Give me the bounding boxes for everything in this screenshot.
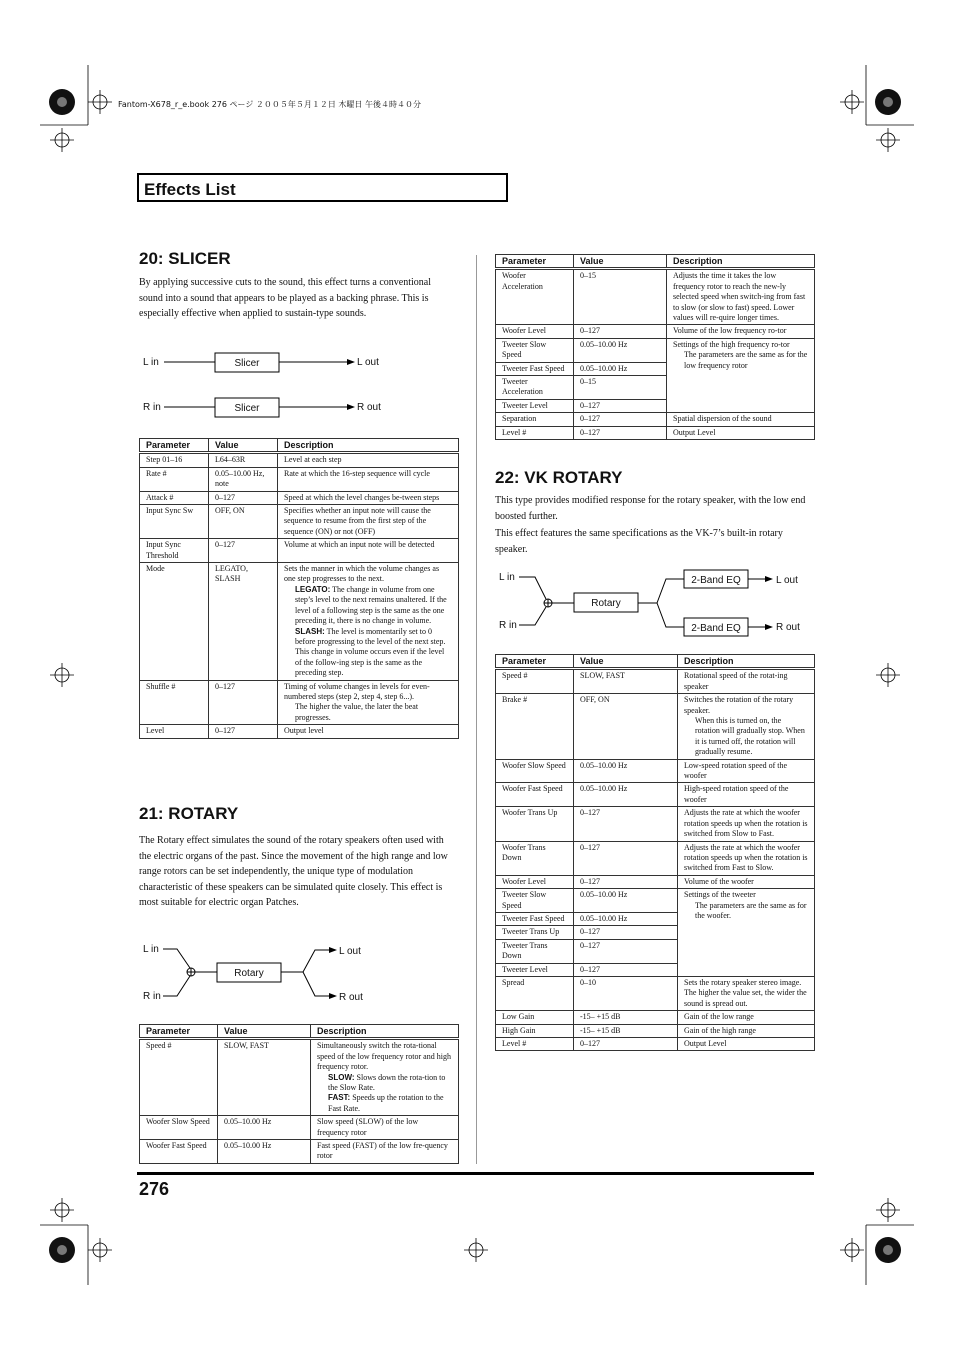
slicer-r-out: R out xyxy=(357,402,381,413)
rotary-r-in: R in xyxy=(143,991,161,1002)
table-row: Woofer Acceleration 0–15 Adjusts the time it takes the low frequency rotor to reach the new-ly selected speed when switch-ing from fast to slow (or slow to fast) speed. Lower values will re-quire longer times. xyxy=(496,269,815,325)
arrow-icon xyxy=(765,624,773,630)
vkrotary-diagram xyxy=(495,566,815,641)
svg-text:Rotary: Rotary xyxy=(591,598,621,609)
vkrotary-title: 22: VK ROTARY xyxy=(495,468,623,487)
table-row: Level # 0–127 Output Level xyxy=(496,426,815,439)
table-row: Tweeter Trans Down 0–127 xyxy=(496,939,815,963)
table-row: Tweeter Fast Speed 0.05–10.00 Hz xyxy=(496,362,815,375)
svg-text:Slicer: Slicer xyxy=(234,403,260,414)
table-row: Shuffle # 0–127 Timing of volume changes in levels for even-numbered steps (step 2, step 4, step 6...). The higher the value, the later the beat progresses. xyxy=(140,680,459,725)
rotary-r-out: R out xyxy=(339,992,363,1003)
table-row: Woofer Slow Speed 0.05–10.00 Hz Slow speed (SLOW) of the low frequency rotor xyxy=(140,1116,459,1140)
vkrotary-r-out: R out xyxy=(776,622,800,633)
arrow-icon xyxy=(765,576,773,582)
slicer-intro: By applying successive cuts to the sound, this effect turns a conventional sound into a sound that appears to be played as a backing phrase. This is especially effective when applied to sustain-type sounds. xyxy=(139,277,431,319)
table-row: Woofer Fast Speed 0.05–10.00 Hz Fast speed (FAST) of the low fre-quency rotor xyxy=(140,1140,459,1164)
svg-text:2-Band EQ: 2-Band EQ xyxy=(691,623,741,634)
table-row: Tweeter Level 0–127 xyxy=(496,399,815,412)
table-row: Separation 0–127 Spatial dispersion of the sound xyxy=(496,413,815,426)
table-row: Input Sync Sw OFF, ON Specifies whether an input note will cause the sequence to resume from the first step of the sequence (ON) or not (OFF) xyxy=(140,505,459,539)
table-row: Tweeter Acceleration 0–15 xyxy=(496,376,815,400)
rotary-intro: The Rotary effect simulates the sound of the rotary speakers often used with the electric organs of the past. Since the movement of the high range and low range rotors can be set independently, the unique type of modulation characteristic of these speakers can be simulated quite closely. This effect is most suitable for electric organ Patches. xyxy=(139,835,448,908)
footer-rule xyxy=(137,1172,814,1175)
rotary-title: 21: ROTARY xyxy=(139,804,239,823)
slicer-l-in: L in xyxy=(143,357,159,368)
table-row: Level # 0–127 Output Level xyxy=(496,1038,815,1051)
table-row: Tweeter Level 0–127 xyxy=(496,963,815,976)
table-row: Attack # 0–127 Speed at which the level changes be-tween steps xyxy=(140,491,459,504)
rotary-l-in: L in xyxy=(143,944,159,955)
vkrotary-r-in: R in xyxy=(499,620,517,631)
table-row: Level 0–127 Output level xyxy=(140,725,459,738)
page-number: 276 xyxy=(139,1179,170,1199)
table-row: Mode LEGATO, SLASH Sets the manner in which the volume changes as one step progresses to the next. LEGATO: The change in volume from one step’s level to the next remains unaltered. If the level of a following step is the same as the one preceding it, there is no change in volume. SLASH: The level is momentarily set to 0 before progressing to the level of the next step. This change in volume occurs even if the level of the follow-ing step is the same as the preceding step. xyxy=(140,563,459,680)
vkrotary-parameter-table: Parameter Value Description Speed # SLOW, FAST Rotational speed of the rotat-ing speaker Brake # OFF, ON Switches the rotation of the rotary speaker. When this is turned on, the rotation will gradually stop. When it is turned off, the rotation will gradually resume. Woofer Slow Speed 0.05–10.00 Hz Low-speed rotation speed of the woofer Woofer Fast Speed 0.05–10.00 Hz High-speed rotation speed of the woofer Woofer Trans Up 0–127 Adjusts the rate at which the woofer rotation speeds up when the rotation is switched from Slow to Fast. Woofer Trans Down 0–127 Adjusts the rate at which the woofer rotation speeds up when the rotation is switched from Fast to Slow. Woofer Level 0–127 Volume of the woofer Tweeter Slow Speed 0.05–10.00 Hz Settings of the tweeter The parameters are the same as for the woofer. Tweeter Fast Speed 0.05–10.00 Hz Tweeter Trans Up 0–127 Tweeter Trans Down 0–127 Tweeter Level 0–127 Spread 0–10 Sets the rotary speaker stereo image. The higher the value set, the wider the sound is spread out. Low Gain -15– +15 dB Gain of the low range High Gain -15– +15 dB Gain of the high range Level # 0–127 Output Level xyxy=(495,654,815,1051)
arrow-icon xyxy=(347,404,355,410)
vkrotary-l-in: L in xyxy=(499,572,515,583)
svg-text:Rotary: Rotary xyxy=(234,968,264,979)
table-row: Speed # SLOW, FAST Simultaneously switch the rota-tional speed of the low frequency rotor and high frequency rotor. SLOW: Slows down the rota-tion to the Slow Rate. FAST: Speeds up the rotation to the Fast Rate. xyxy=(140,1039,459,1116)
table-row: Tweeter Slow Speed 0.05–10.00 Hz Settings of the high frequency ro-tor The parameters are the same as for the low frequency rotor xyxy=(496,338,815,362)
table-row: Woofer Trans Down 0–127 Adjusts the rate at which the woofer rotation speeds up when the rotation is switched from Fast to Slow. xyxy=(496,841,815,875)
vkrotary-l-out: L out xyxy=(776,575,798,586)
table-row: Tweeter Trans Up 0–127 xyxy=(496,926,815,939)
chapter-title: Effects List xyxy=(144,180,236,199)
print-header: Fantom-X678_r_e.book 276 ページ ２００５年５月１２日 木曜日 午後４時４０分 xyxy=(118,100,421,109)
rotary-parameter-table: Parameter Value Description Speed # SLOW, FAST Simultaneously switch the rota-tional speed of the low frequency rotor and high frequency rotor. SLOW: Slows down the rota-tion to the Slow Rate. FAST: Speeds up the rotation to the Fast Rate. Woofer Slow Speed 0.05–10.00 Hz Slow speed (SLOW) of the low frequency rotor Woofer Fast Speed 0.05–10.00 Hz Fast speed (FAST) of the low fre-quency rotor xyxy=(139,1024,459,1164)
table-row: High Gain -15– +15 dB Gain of the high range xyxy=(496,1024,815,1037)
table-row: Woofer Trans Up 0–127 Adjusts the rate at which the woofer rotation speeds up when the rotation is switched from Slow to Fast. xyxy=(496,807,815,841)
table-row: Woofer Level 0–127 Volume of the woofer xyxy=(496,875,815,888)
slicer-title: 20: SLICER xyxy=(139,249,231,268)
table-row: Tweeter Slow Speed 0.05–10.00 Hz Settings of the tweeter The parameters are the same as for the woofer. xyxy=(496,889,815,913)
table-row: Woofer Level 0–127 Volume of the low frequency ro-tor xyxy=(496,325,815,338)
table-row: Low Gain -15– +15 dB Gain of the low range xyxy=(496,1011,815,1024)
table-row: Spread 0–10 Sets the rotary speaker stereo image. The higher the value set, the wider the sound is spread out. xyxy=(496,976,815,1010)
table-row: Woofer Slow Speed 0.05–10.00 Hz Low-speed rotation speed of the woofer xyxy=(496,759,815,783)
slicer-diagram xyxy=(139,348,459,423)
column-divider xyxy=(476,255,477,1164)
table-row: Tweeter Fast Speed 0.05–10.00 Hz xyxy=(496,912,815,925)
arrow-icon xyxy=(347,359,355,365)
table-row: Speed # SLOW, FAST Rotational speed of the rotat-ing speaker xyxy=(496,669,815,694)
slicer-r-in: R in xyxy=(143,402,161,413)
table-row: Step 01–16 L64–63R Level at each step xyxy=(140,453,459,467)
arrow-icon xyxy=(329,947,337,953)
rotary-l-out: L out xyxy=(339,946,361,957)
table-row: Woofer Fast Speed 0.05–10.00 Hz High-speed rotation speed of the woofer xyxy=(496,783,815,807)
arrow-icon xyxy=(329,993,337,999)
table-row: Brake # OFF, ON Switches the rotation of the rotary speaker. When this is turned on, the rotation will gradually stop. When it is turned off, the rotation will gradually resume. xyxy=(496,694,815,759)
rotary-parameter-table-continued: Parameter Value Description Woofer Acceleration 0–15 Adjusts the time it takes the low frequency rotor to reach the new-ly selected speed when switch-ing from fast to slow (or slow to fast) speed. Lower values will re-quire longer times. Woofer Level 0–127 Volume of the low frequency ro-tor Tweeter Slow Speed 0.05–10.00 Hz Settings of the high frequency ro-tor The parameters are the same as for the low frequency rotor Tweeter Fast Speed 0.05–10.00 Hz Tweeter Acceleration 0–15 Tweeter Level 0–127 Separation 0–127 Spatial dispersion of the sound Level # 0–127 Output Level xyxy=(495,254,815,440)
slicer-parameter-table: Parameter Value Description Step 01–16 L64–63R Level at each step Rate # 0.05–10.00 Hz, note Rate at which the 16-step sequence will cycle Attack # 0–127 Speed at which the level changes be-tween steps Input Sync Sw OFF, ON Specifies whether an input note will cause the sequence to resume from the first step of the sequence (ON) or not (OFF) Input Sync Threshold 0–127 Volume at which an input note will be detected Mode LEGATO, SLASH Sets the manner in which the volume changes as one step progresses to the next. LEGATO: The change in volume from one step’s level to the next remains unaltered. If the level of a following step is the same as the one preceding it, there is no change in volume. SLASH: The level is momentarily set to 0 before progressing to the level of the next step. This change in volume occurs even if the level of the follow-ing step is the same as the preceding step. Shuffle # 0–127 Timing of volume changes in levels for even-numbered steps (step 2, step 4, step 6...). The higher the value, the later the beat progresses. Level 0–127 Output level xyxy=(139,438,459,739)
svg-text:Slicer: Slicer xyxy=(234,358,260,369)
table-row: Input Sync Threshold 0–127 Volume at which an input note will be detected xyxy=(140,539,459,563)
vkrotary-intro-1: This type provides modified response for the rotary speaker, with the low end boosted further. xyxy=(495,495,806,522)
vkrotary-intro-2: This effect features the same specifications as the VK-7’s built-in rotary speaker. xyxy=(495,528,783,555)
rotary-diagram xyxy=(139,938,459,1008)
svg-text:2-Band EQ: 2-Band EQ xyxy=(691,575,741,586)
slicer-l-out: L out xyxy=(357,357,379,368)
table-row: Rate # 0.05–10.00 Hz, note Rate at which the 16-step sequence will cycle xyxy=(140,467,459,491)
